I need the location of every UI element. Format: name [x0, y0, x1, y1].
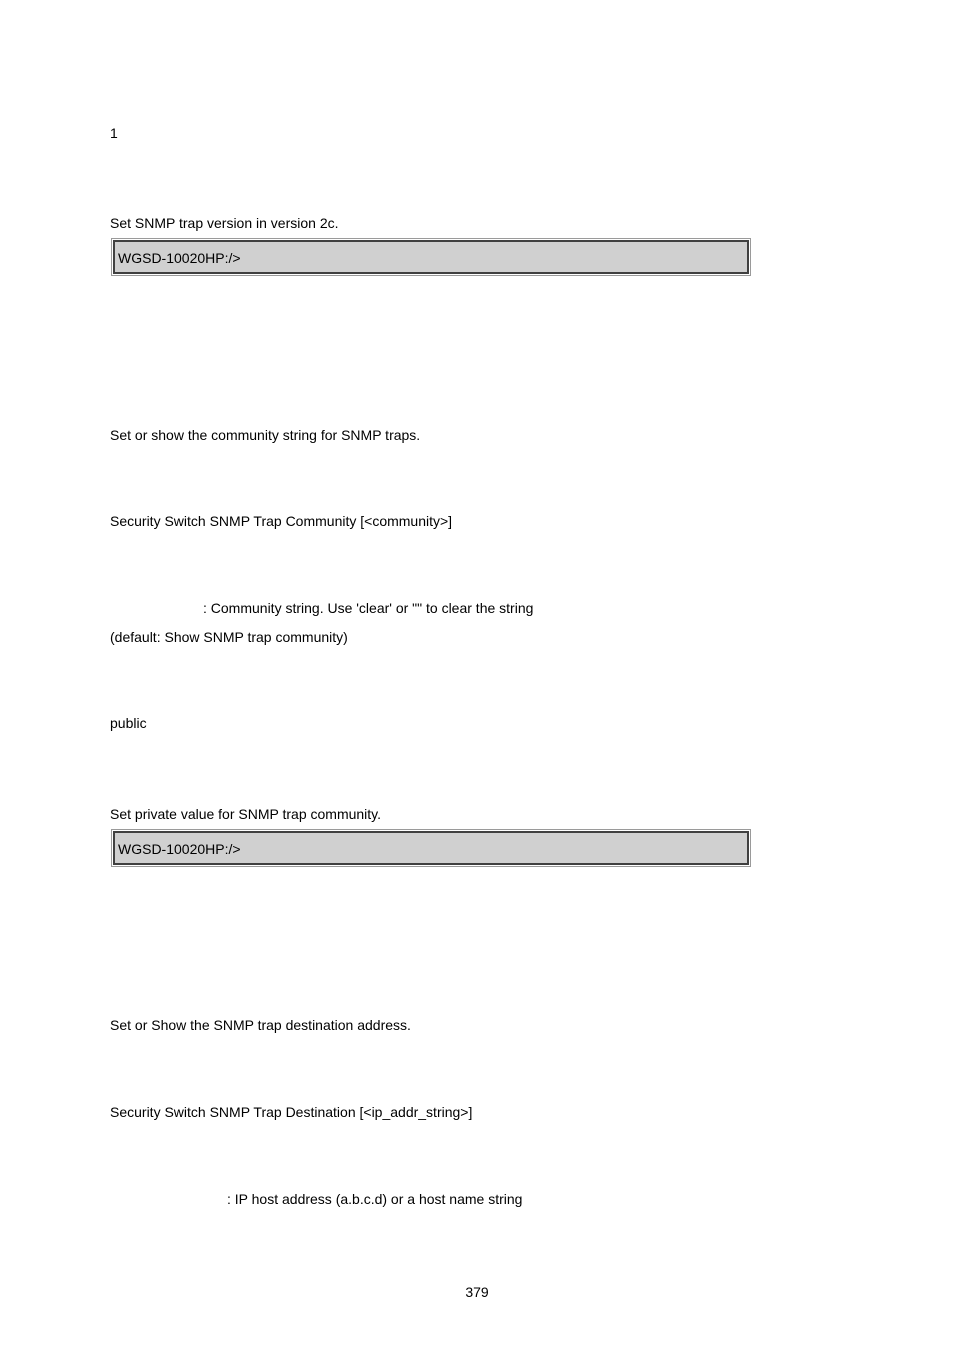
trap-community-parameter-default: (default: Show SNMP trap community)	[110, 629, 348, 645]
trap-destination-parameter-description: : IP host address (a.b.c.d) or a host name string	[227, 1191, 523, 1207]
trap-community-default-value: public	[110, 715, 147, 731]
trap-community-description: Set or show the community string for SNMP traps.	[110, 427, 421, 443]
trap-community-parameter-description: : Community string. Use 'clear' or "" to clear the string	[203, 600, 534, 616]
trap-community-example-description: Set private value for SNMP trap community.	[110, 806, 382, 822]
trap-destination-syntax: Security Switch SNMP Trap Destination [<ip_addr_string>]	[110, 1104, 473, 1120]
trap-version-example-command: WGSD-10020HP:/>	[118, 250, 241, 266]
trap-version-default-value: 1	[110, 125, 118, 141]
trap-community-example-command: WGSD-10020HP:/>	[118, 841, 241, 857]
trap-version-example-description: Set SNMP trap version in version 2c.	[110, 215, 339, 231]
trap-version-example-command-box	[113, 240, 749, 274]
trap-community-example-command-box	[113, 831, 749, 865]
page-number: 379	[465, 1284, 489, 1300]
trap-destination-description: Set or Show the SNMP trap destination address.	[110, 1017, 411, 1033]
trap-community-syntax: Security Switch SNMP Trap Community [<community>]	[110, 513, 453, 529]
